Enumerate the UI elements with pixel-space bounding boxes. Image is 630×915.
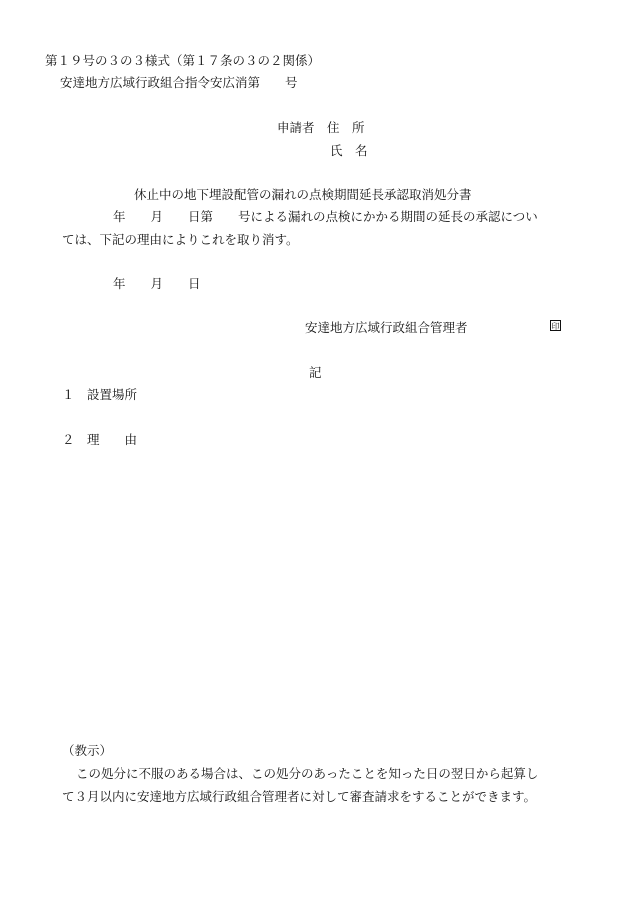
notice-text-line-1: この処分に不服のある場合は、この処分のあったことを知った日の翌日から起算し	[76, 766, 539, 781]
ki-label: 記	[309, 365, 322, 380]
seal-icon: 印	[551, 322, 560, 331]
issuer-name: 安達地方広域行政組合管理者	[305, 320, 468, 335]
applicant-name-label: 氏 名	[330, 143, 368, 158]
order-number: 安達地方広域行政組合指令安広消第 号	[60, 75, 298, 90]
form-number: 第１９号の３の３様式（第１７条の３の２関係）	[45, 53, 321, 68]
issue-date: 年 月 日	[113, 276, 201, 291]
notice-heading: （教示）	[62, 743, 113, 758]
item-installation-location: １ 設置場所	[62, 387, 138, 402]
notice-text-line-2: て３月以内に安達地方広域行政組合管理者に対して審査請求をすることができます。	[62, 789, 537, 804]
document-title: 休止中の地下埋設配管の漏れの点検期間延長承認取消処分書	[134, 187, 472, 202]
item-reason: ２ 理 由	[62, 432, 138, 447]
applicant-address-label: 申請者 住 所	[277, 120, 365, 135]
body-text-line-2: ては、下記の理由によりこれを取り消す。	[62, 232, 299, 247]
body-text-line-1: 年 月 日第 号による漏れの点検にかかる期間の延長の承認につい	[113, 209, 538, 224]
